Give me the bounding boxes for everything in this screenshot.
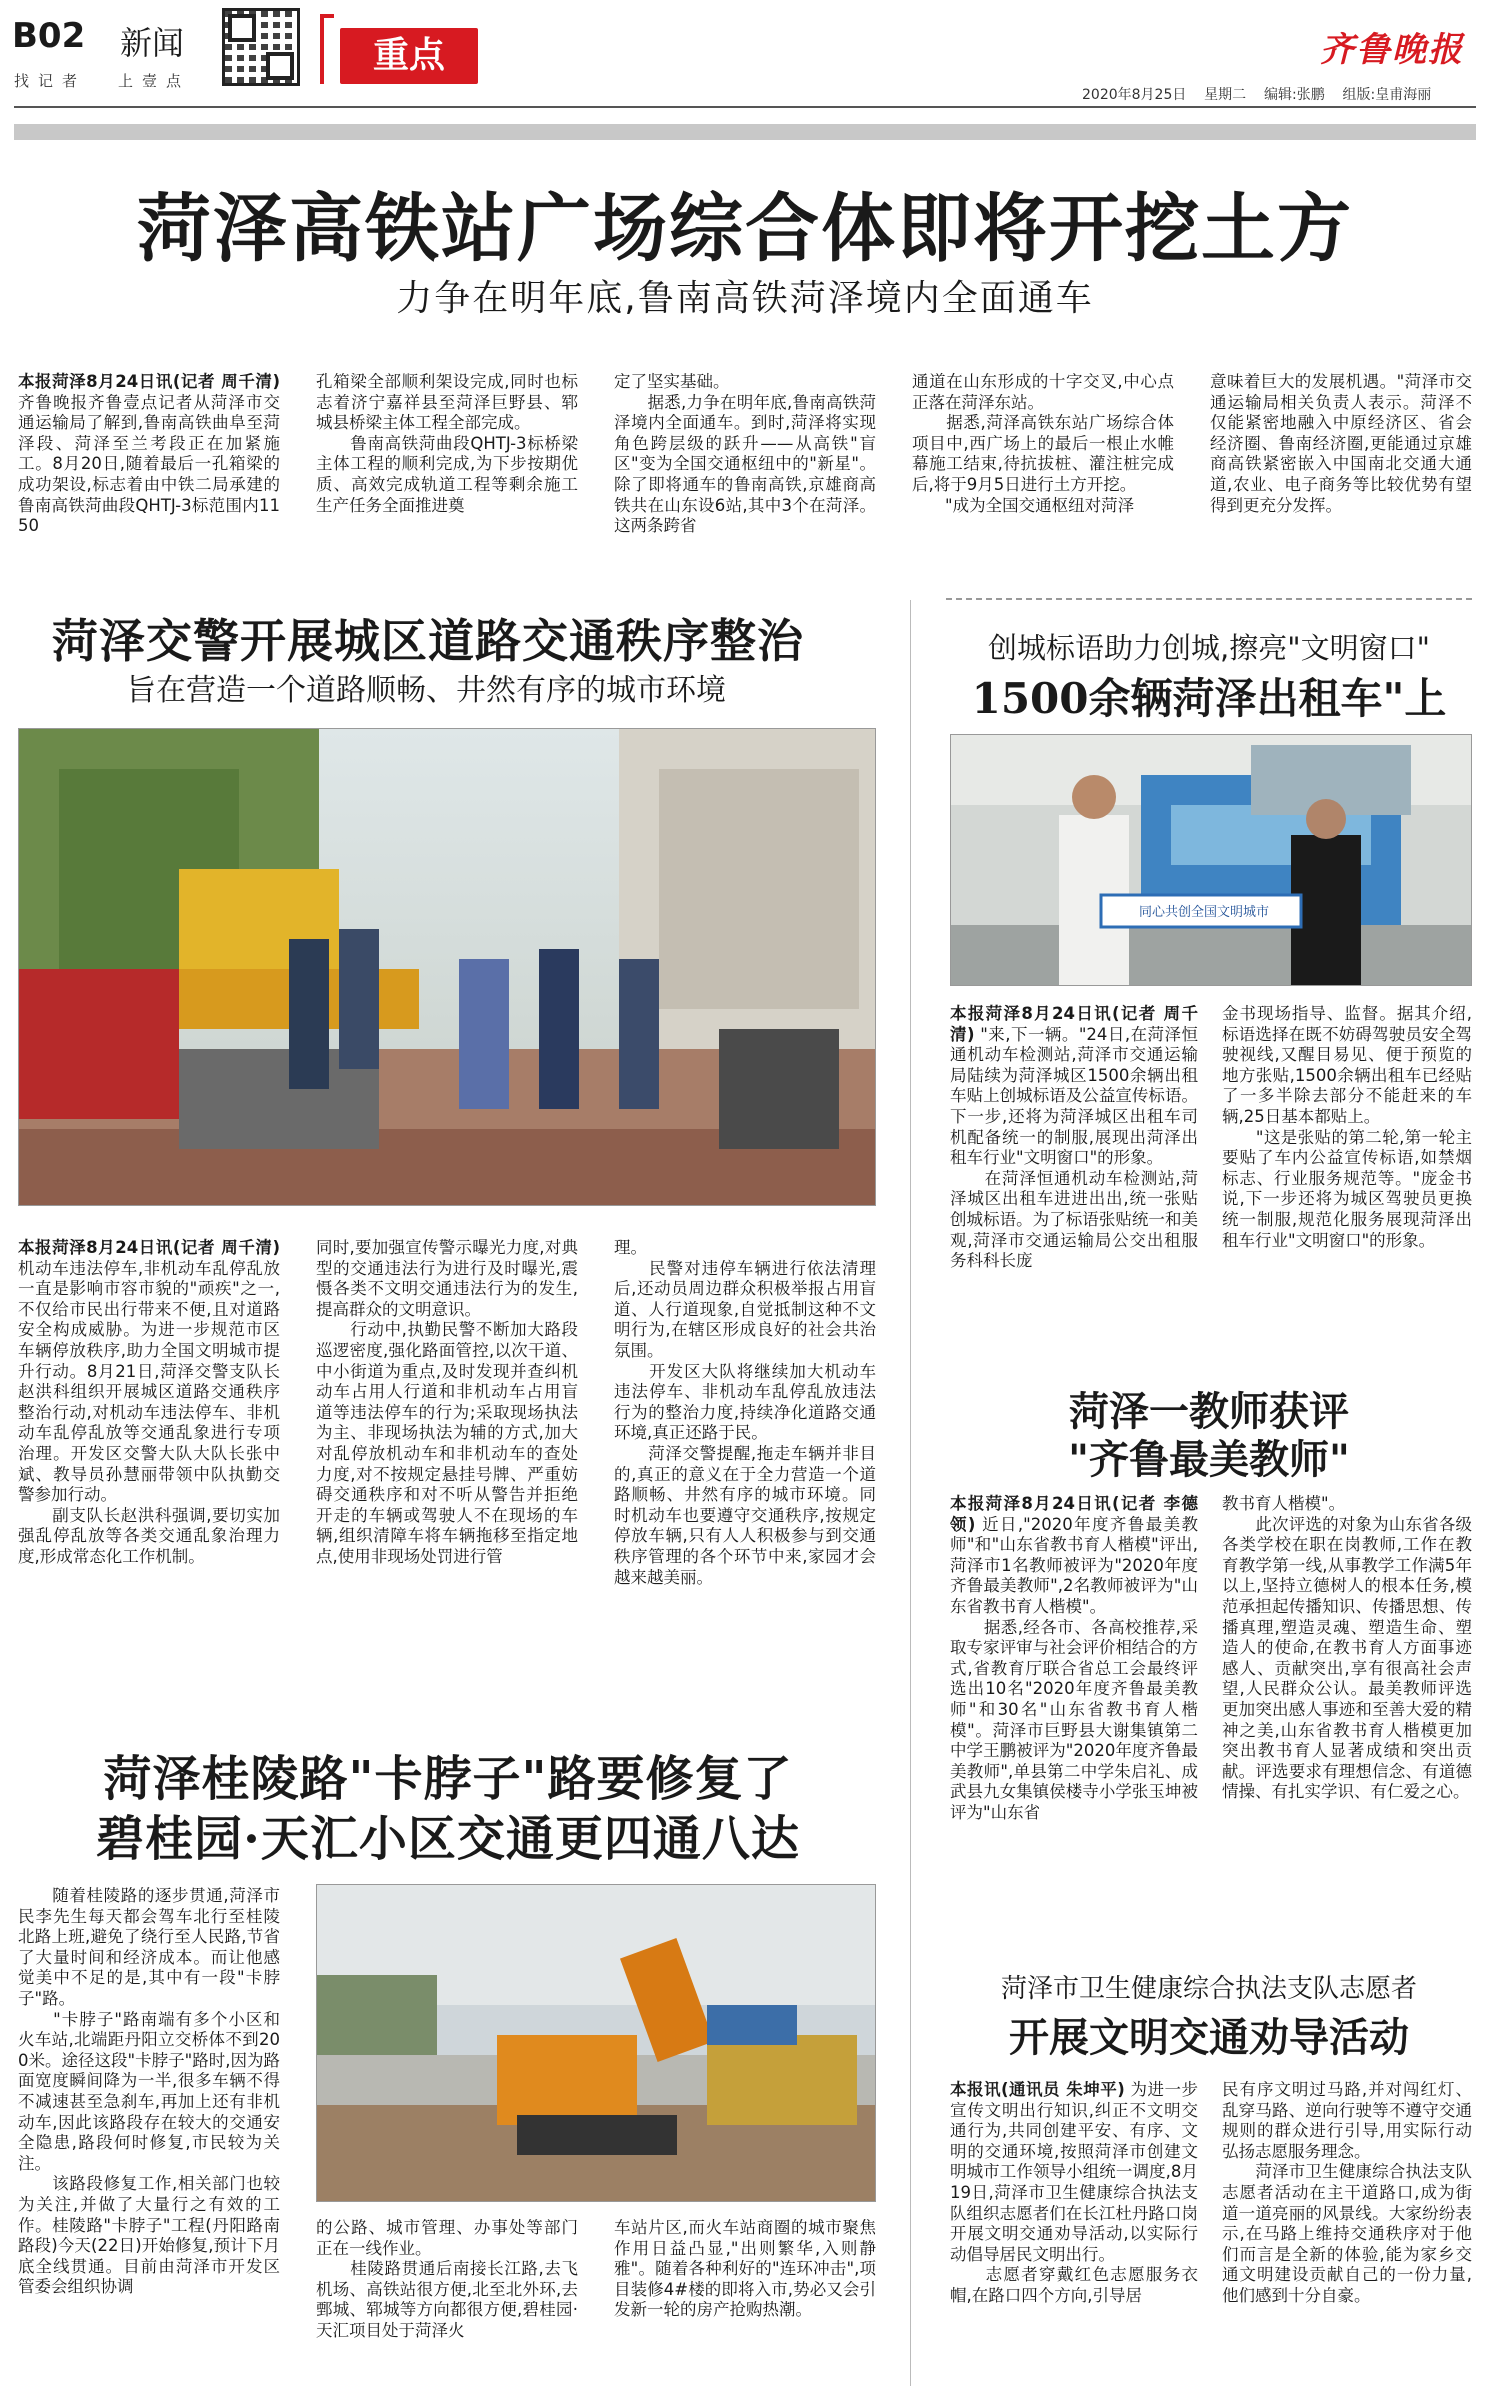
taxi-col-1: 本报菏泽8月24日讯(记者 周千清) "来,下一辆。"24日,在菏泽恒通机动车检测站,菏泽市交通运输局陆续为菏泽城区1500余辆出租车贴上创城标语及公益宣传标语。下一步,还将为菏泽城区出租车司机配备统一的制服,展现出菏泽出租车行业"文明窗口"的形象。 在菏泽恒通机动车检测站,菏泽城区出租车进进出出,统一张贴创城标语。为了标语张贴统一和美观,菏泽市交通运输局公交出租服务科科长庞 [950,1004,1198,1271]
section-name: 新闻 [120,24,185,62]
lead-headline: 菏泽高铁站广场综合体即将开挖土方 [137,186,1353,272]
road-photo [316,1884,876,2202]
taxi-photo [950,734,1472,986]
slogan-left: 找记者 [14,72,87,90]
teacher-col-1: 本报菏泽8月24日讯(记者 李德领) 近日,"2020年度齐鲁最美教师"和"山东省教书育人楷模"评出,菏泽市1名教师被评为"2020年度齐鲁最美教师",2名教师被评为"山东省教书育人楷模"。 据悉,经各市、各高校推荐,采取专家评审与社会评价相结合的方式,省教育厅联合省总工会最终评选出10名"2020年度齐鲁最美教师"和30名"山东省教书育人楷模"。菏泽市巨野县大谢集镇第二中学王鹏被评为"2020年度齐鲁最美教师",单县第二中学朱启礼、成武县九女集镇侯楼寺小学张玉坤被评为"山东省 [950,1494,1198,1822]
road-headline-line1: 菏泽桂陵路"卡脖子"路要修复了 [103,1751,793,1807]
column-rule [910,600,911,2386]
header-rule [14,106,1476,108]
lead-col-4: 通道在山东形成的十字交叉,中心点正落在菏泽东站。 据悉,菏泽高铁东站广场综合体项目中,西广场上的最后一根止水帷幕施工结束,待抗拔桩、灌注桩完成后,将于9月5日进行土方开挖。 "成为全国交通枢纽对菏泽 [912,372,1174,515]
volunteer-col-1: 本报讯(通讯员 朱坤平) 为进一步宣传文明出行知识,纠正不文明交通行为,共同创建平安、有序、文明的交通环境,按照菏泽市创建文明城市工作领导小组统一调度,8月19日,菏泽市卫生健康综合执法支队组织志愿者们在长江杜丹路口岗开展文明交通劝导活动,以实际行动倡导居民文明出行。 志愿者穿戴红色志愿服务衣帽,在路口四个方向,引导居 [950,2080,1198,2305]
page-code: B02 [12,16,86,56]
slogan-right: 上壹点 [118,72,191,90]
volunteer-kicker: 菏泽市卫生健康综合执法支队志愿者 [1000,1974,1417,2004]
road-headline-line2: 碧桂园·天汇小区交通更四通八达 [96,1811,800,1867]
traffic-photo [18,728,876,1206]
issue-weekday: 星期二 [1204,87,1247,103]
traffic-col-1: 本报菏泽8月24日讯(记者 周千清) 机动车违法停车,非机动车乱停乱放一直是影响市容市貌的"顽疾"之一,不仅给市民出行带来不便,且对道路安全构成威胁。为进一步规范市区车辆停放秩序,助力全国文明城市提升行动。8月21日,菏泽交警支队长赵洪科组织开展城区道路交通秩序整治行动,对机动车违法停车、非机动车乱停乱放等交通乱象进行专项治理。开发区交警大队大队长张中斌、教导员孙慧丽带领中队执勤交警参加行动。 副支队长赵洪科强调,要切实加强乱停乱放等各类交通乱象治理力度,形成常态化工作机制。 [18,1238,280,1566]
volunteer-col-2: 民有序文明过马路,并对闯红灯、乱穿马路、逆向行驶等不遵守交通规则的群众进行引导,用实际行动弘扬志愿服务理念。 菏泽市卫生健康综合执法支队志愿者活动在主干道路口,成为街道一道亮丽的风景线。大家纷纷表示,在马路上维持交通秩序对于他们而言是全新的体验,能为家乡交通文明建设贡献自己的一份力量,他们感到十分自豪。 [1222,2080,1472,2305]
traffic-subheadline: 旨在营造一个道路顺畅、井然有序的城市环境 [126,673,726,708]
header-band [14,124,1476,140]
volunteer-headline: 开展文明交通劝导活动 [1009,2014,1409,2061]
taxi-headline: 1500余辆菏泽出租车"上 [971,674,1447,723]
lead-col-1: 本报菏泽8月24日讯(记者 周千清) 齐鲁晚报齐鲁壹点记者从菏泽市交通运输局了解到,鲁南高铁曲阜至菏泽段、菏泽至兰考段正在加紧施工。8月20日,随着最后一孔箱梁的成功架设,标志着由中铁二局承建的鲁南高铁菏曲段QHTJ-3标范围内1150 [18,372,280,536]
newspaper-logo: 齐鲁晚报 [1320,30,1464,70]
badge-bracket [320,14,334,84]
teacher-headline-line1: 菏泽一教师获评 [1069,1388,1349,1435]
qr-code-icon[interactable] [222,8,300,86]
traffic-headline: 菏泽交警开展城区道路交通秩序整治 [52,614,804,668]
lead-col-5: 意味着巨大的发展机遇。"菏泽市交通运输局相关负责人表示。菏泽不仅能紧密地融入中原经济区、省会经济圈、鲁南经济圈,更能通过京雄商高铁紧密嵌入中国南北交通大通道,农业、电子商务等比较优势有望得到更充分发挥。 [1210,372,1472,515]
road-photo-image [317,1885,876,2202]
section-badge: 重点 [340,28,478,84]
taxi-kicker: 创城标语助力创城,擦亮"文明窗口" [988,631,1430,665]
layout-editor: 组版:皇甫海丽 [1342,87,1432,103]
lead-col-2: 孔箱梁全部顺利架设完成,同时也标志着济宁嘉祥县至菏泽巨野县、郓城县桥梁主体工程全部完成。 鲁南高铁菏曲段QHTJ-3标桥梁主体工程的顺利完成,为下步按期优质、高效完成轨道工程等剩余施工生产任务全面推进奠 [316,372,578,515]
taxi-photo-image [951,735,1472,986]
traffic-photo-image [19,729,876,1206]
lead-col-3: 定了坚实基础。 据悉,力争在明年底,鲁南高铁菏泽境内全面通车。到时,菏泽将实现角色跨层级的跃升——从高铁"盲区"变为全国交通枢纽中的"新星"。除了即将通车的鲁南高铁,京雄商高铁共在山东设6站,其中3个在菏泽。这两条跨省 [614,372,876,536]
issue-info [1082,84,1431,104]
editor: 编辑:张鹏 [1263,87,1325,103]
teacher-col-2: 教书育人楷模"。 此次评选的对象为山东省各级各类学校在职在岗教师,工作在教育教学第一线,从事教学工作满5年以上,坚持立德树人的根本任务,模范承担起传播知识、传播思想、传播真理,塑造灵魂、塑造生命、塑造人的使命,在教书育人方面事迹感人、贡献突出,享有很高社会声望,人民群众公认。最美教师评选更加突出感人事迹和至善大爱的精神之美,山东省教书育人楷模更加突出教书育人显著成绩和突出贡献。评选要求有理想信念、有道德情操、有扎实学识、有仁爱之心。 [1222,1494,1472,1802]
traffic-col-3: 理。 民警对违停车辆进行依法清理后,还动员周边群众积极举报占用盲道、人行道现象,自觉抵制这种不文明行为,在辖区形成良好的社会共治氛围。 开发区大队将继续加大机动车违法停车、非机动车乱停乱放违法行为的整治力度,持续净化道路交通环境,真正还路于民。 菏泽交警提醒,拖走车辆并非目的,真正的意义在于全力营造一个道路顺畅、井然有序的城市环境。同时机动车也要遵守交通秩序,按规定停放车辆,只有人人积极参与到交通秩序管理的各个环节中来,家园才会越来越美丽。 [614,1238,876,1587]
traffic-col-2: 同时,要加强宣传警示曝光力度,对典型的交通违法行为进行及时曝光,震慑各类不文明交通违法行为的发生,提高群众的文明意识。 行动中,执勤民警不断加大路段巡逻密度,强化路面管控,以次干道、中小街道为重点,及时发现并查纠机动车占用人行道和非机动车占用盲道等违法停车的行为;采取现场执法为主、非现场执法为辅的方式,加大对乱停放机动车和非机动车的查处力度,对不按规定悬挂号牌、严重妨碍交通秩序和对不听从警告并拒绝开走的车辆或驾驶人不在现场的车辆,组织清障车将车辆拖移至指定地点,使用非现场处罚进行管 [316,1238,578,1566]
road-col-3: 车站片区,而火车站商圈的城市聚焦作用日益凸显,"出则繁华,入则静雅"。随着各种利好的"连环冲击",项目装修4#楼的即将入市,势必又会引发新一轮的房产抢购热潮。 [614,2218,876,2320]
taxi-col-2: 金书现场指导、监督。据其介绍,标语选择在既不妨碍驾驶员安全驾驶视线,又醒目易见、便于预览的地方张贴,1500余辆出租车已经贴了一多半除去部分不能赶来的车辆,25日基本都贴上。 "这是张贴的第二轮,第一轮主要贴了车内公益宣传标语,如禁烟标志、行业服务规范等。"庞金书说,下一步还将为城区驾驶员更换统一制服,规范化服务展现菏泽出租车行业"文明窗口"的形象。 [1222,1004,1472,1250]
road-col-1: 随着桂陵路的逐步贯通,菏泽市民李先生每天都会驾车北行至桂陵北路上班,避免了绕行至人民路,节省了大量时间和经济成本。而让他感觉美中不足的是,其中有一段"卡脖子"路。 "卡脖子"路南端有多个小区和火车站,北端距丹阳立交桥体不到200米。途径这段"卡脖子"路时,因为路面宽度瞬间降为一半,很多车辆不得不减速甚至急刹车,再加上还有非机动车,因此该路段存在较大的交通安全隐患,路段何时修复,市民较为关注。 该路段修复工作,相关部门也较为关注,并做了大量行之有效的工作。桂陵路"卡脖子"工程(丹阳路南路段)今天(22日)开始修复,预计下月底全线贯通。目前由菏泽市开发区管委会组织协调 [18,1886,280,2297]
teacher-headline-line2: "齐鲁最美教师" [1068,1436,1350,1483]
taxi-sticker-text: 同心共创全国文明城市 [1138,905,1269,920]
road-col-2: 的公路、城市管理、办事处等部门正在一线作业。 桂陵路贯通后南接长江路,去飞机场、高铁站很方便,北至北外环,去鄄城、郓城等方向都很方便,碧桂园·天汇项目处于菏泽火 [316,2218,578,2340]
taxi-divider [946,598,1472,600]
lead-subheadline: 力争在明年底,鲁南高铁菏泽境内全面通车 [396,278,1094,319]
issue-date: 2020年8月25日 [1082,87,1187,103]
